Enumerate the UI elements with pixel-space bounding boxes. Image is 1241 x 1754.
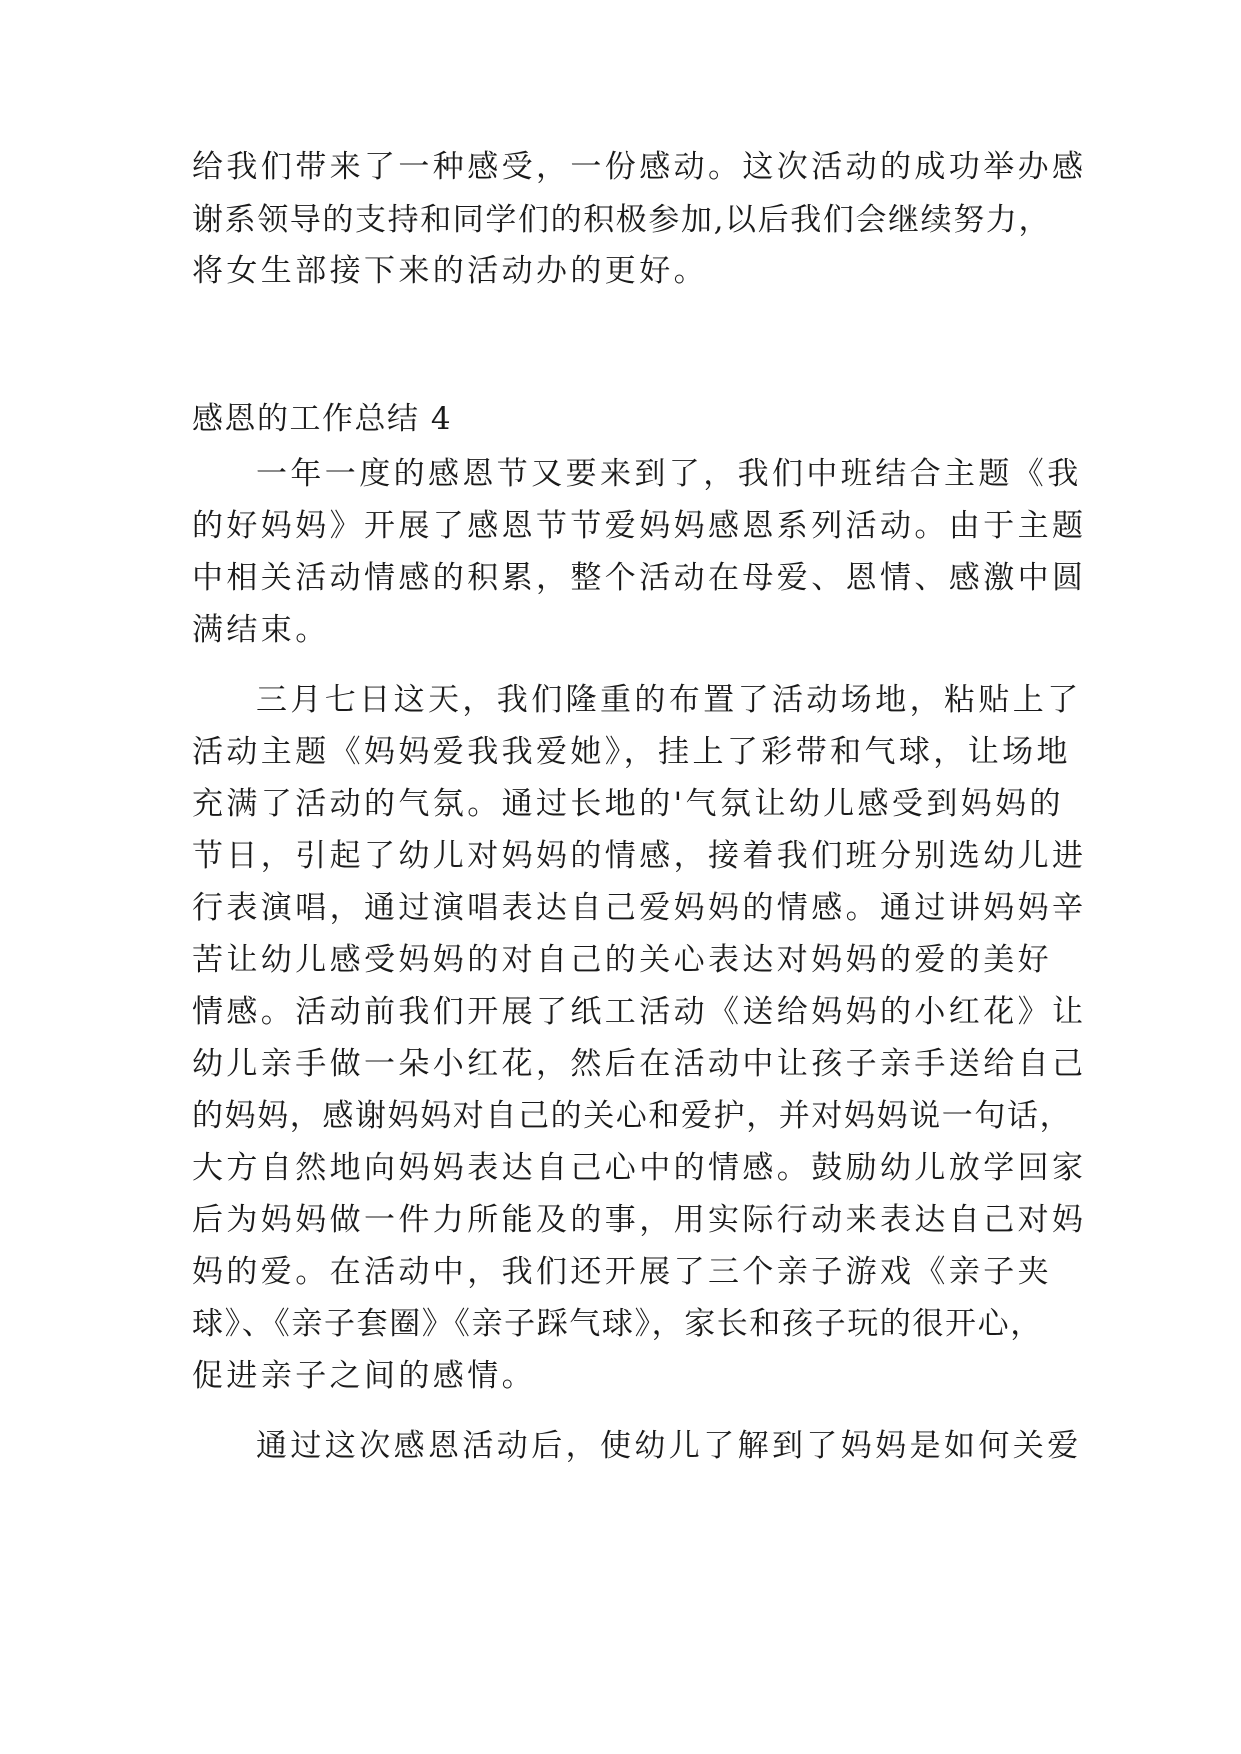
paragraph2-line-5: 行表演唱，通过演唱表达自己爱妈妈的情感。通过讲妈妈辛	[192, 890, 1087, 926]
intro-line-3: 将女生部接下来的活动办的更好。	[192, 253, 708, 289]
intro-line-2: 谢系领导的支持和同学们的积极参加,以后我们会继续努力，	[192, 202, 1052, 238]
paragraph2-line-1: 三月七日这天，我们隆重的布置了活动场地，粘贴上了	[256, 682, 1082, 718]
paragraph2-line-6: 苦让幼儿感受妈妈的对自己的关心表达对妈妈的爱的美好	[192, 942, 1052, 978]
paragraph2-line-14: 促进亲子之间的感情。	[192, 1358, 536, 1394]
intro-line-1: 给我们带来了一种感受，一份感动。这次活动的成功举办感	[192, 149, 1087, 185]
paragraph2-line-2: 活动主题《妈妈爱我我爱她》，挂上了彩带和气球，让场地	[192, 734, 1071, 770]
paragraph1-line-2: 的好妈妈》开展了感恩节节爱妈妈感恩系列活动。由于主题	[192, 508, 1087, 544]
paragraph1-line-3: 中相关活动情感的积累，整个活动在母爱、恩情、感激中圆	[192, 560, 1087, 596]
paragraph2-line-12: 妈的爱。在活动中，我们还开展了三个亲子游戏《亲子夹	[192, 1254, 1052, 1290]
paragraph2-line-4: 节日，引起了幼儿对妈妈的情感，接着我们班分别选幼儿进	[192, 838, 1087, 874]
paragraph1-line-4: 满结束。	[192, 612, 330, 648]
paragraph1-line-1: 一年一度的感恩节又要来到了，我们中班结合主题《我	[256, 456, 1082, 492]
paragraph2-line-9: 的妈妈，感谢妈妈对自己的关心和爱护，并对妈妈说一句话，	[192, 1098, 1073, 1134]
paragraph2-line-8: 幼儿亲手做一朵小红花，然后在活动中让孩子亲手送给自己	[192, 1046, 1087, 1082]
paragraph2-line-11: 后为妈妈做一件力所能及的事，用实际行动来表达自己对妈	[192, 1202, 1087, 1238]
paragraph2-line-13: 球》、《亲子套圈》《亲子踩气球》，家长和孩子玩的很开心，	[192, 1306, 1043, 1342]
paragraph2-line-3: 充满了活动的气氛。通过长地的'气氛让幼儿感受到妈妈的	[192, 786, 1064, 822]
paragraph2-line-7: 情感。活动前我们开展了纸工活动《送给妈妈的小红花》让	[192, 994, 1087, 1030]
paragraph2-line-10: 大方自然地向妈妈表达自己心中的情感。鼓励幼儿放学回家	[192, 1150, 1087, 1186]
paragraph3-line-1: 通过这次感恩活动后，使幼儿了解到了妈妈是如何关爱	[256, 1428, 1082, 1464]
section-title: 感恩的工作总结 4	[192, 401, 453, 437]
